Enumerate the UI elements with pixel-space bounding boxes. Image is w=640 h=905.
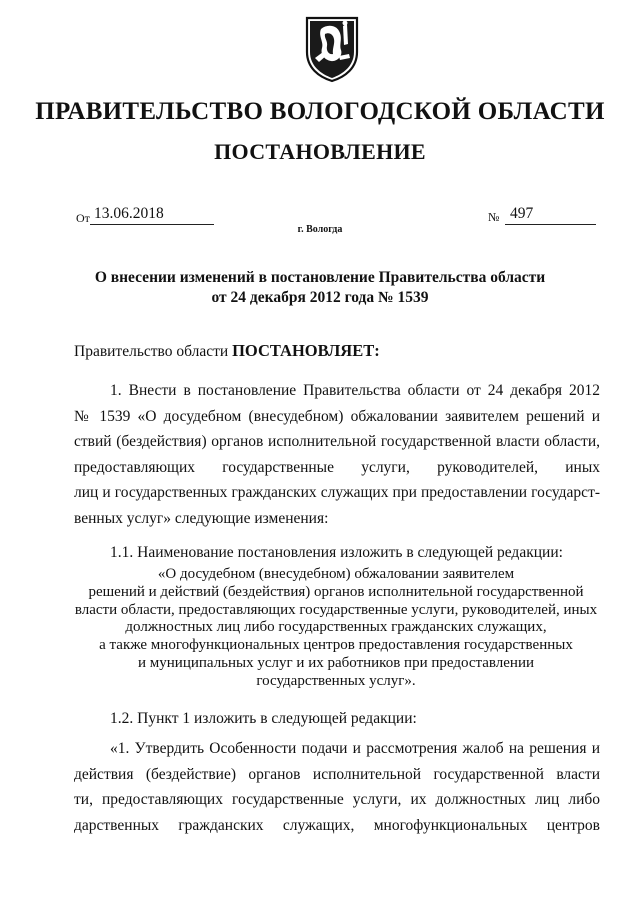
document-kind: ПОСТАНОВЛЕНИЕ (214, 139, 426, 164)
enacting-verb: ПОСТАНОВЛЯЕТ: (232, 341, 380, 360)
paragraph-line: действия (бездействие) органов исполнительной государственной власти (74, 765, 600, 783)
document-title (60, 268, 580, 308)
title-line: О внесении изменений в постановление Правительства области (94, 269, 546, 286)
quote-line: государственных услуг». (256, 672, 416, 689)
paragraph-line: 1.2. Пункт 1 изложить в следующей редакции: (110, 710, 417, 727)
date-prefix: От (76, 211, 90, 225)
paragraph-line: дарственных гражданских служащих, многофункциональных центров (74, 816, 600, 834)
quote-line: решений и действий (бездействия) органов исполнительной государственной (88, 583, 584, 600)
paragraph-line: ствий (бездействия) органов исполнительной государственной власти области, (74, 433, 600, 450)
city-label: г. Вологда (297, 224, 343, 235)
quote-line: и муниципальных услуг и их работников при предоставлении (138, 654, 534, 671)
quote-line: «О досудебном (внесудебном) обжаловании заявителем (157, 566, 515, 582)
document-number: 497 (505, 205, 596, 225)
paragraph-line: лиц и государственных гражданских служащих при предоставлении государст- (74, 484, 600, 501)
number-prefix: № (488, 210, 500, 224)
paragraph-line: венных услуг» следующие изменения: (74, 509, 329, 527)
coat-of-arms-icon (303, 14, 361, 84)
paragraph-1-2 (74, 706, 600, 732)
quote-line: должностных лиц либо государственных гражданских служащих, (125, 619, 547, 636)
paragraph-1-1 (74, 540, 600, 566)
paragraph-1-2-text (74, 736, 600, 838)
paragraph-line: 1. Внести в постановление Правительства области от 24 декабря 2012 (110, 382, 600, 399)
enacting-clause (74, 341, 380, 361)
paragraph-line: 1.1. Наименование постановления изложить в следующей редакции: (110, 544, 563, 561)
organization-title: ПРАВИТЕЛЬСТВО ВОЛОГОДСКОЙ ОБЛАСТИ (35, 98, 605, 125)
paragraph-1 (74, 378, 600, 531)
document-date: 13.06.2018 (90, 205, 214, 225)
title-line: от 24 декабря 2012 года № 1539 (211, 289, 429, 306)
enacting-subject: Правительство области (74, 343, 229, 360)
paragraph-line: № 1539 «О досудебном (внесудебном) обжаловании заявителем решений и (74, 407, 600, 425)
paragraph-line: предоставляющих государственные услуги, руководителей, иных (74, 458, 600, 476)
quote-line: власти области, предоставляющих государственные услуги, руководителей, иных (74, 601, 598, 618)
quoted-title (66, 566, 606, 691)
quote-line: а также многофункциональных центров предоставления государственных (99, 637, 573, 654)
paragraph-line: ти, предоставляющих государственные услуги, их должностных лиц либо (74, 791, 600, 808)
paragraph-line: «1. Утвердить Особенности подачи и рассмотрения жалоб на решения и (110, 740, 600, 757)
